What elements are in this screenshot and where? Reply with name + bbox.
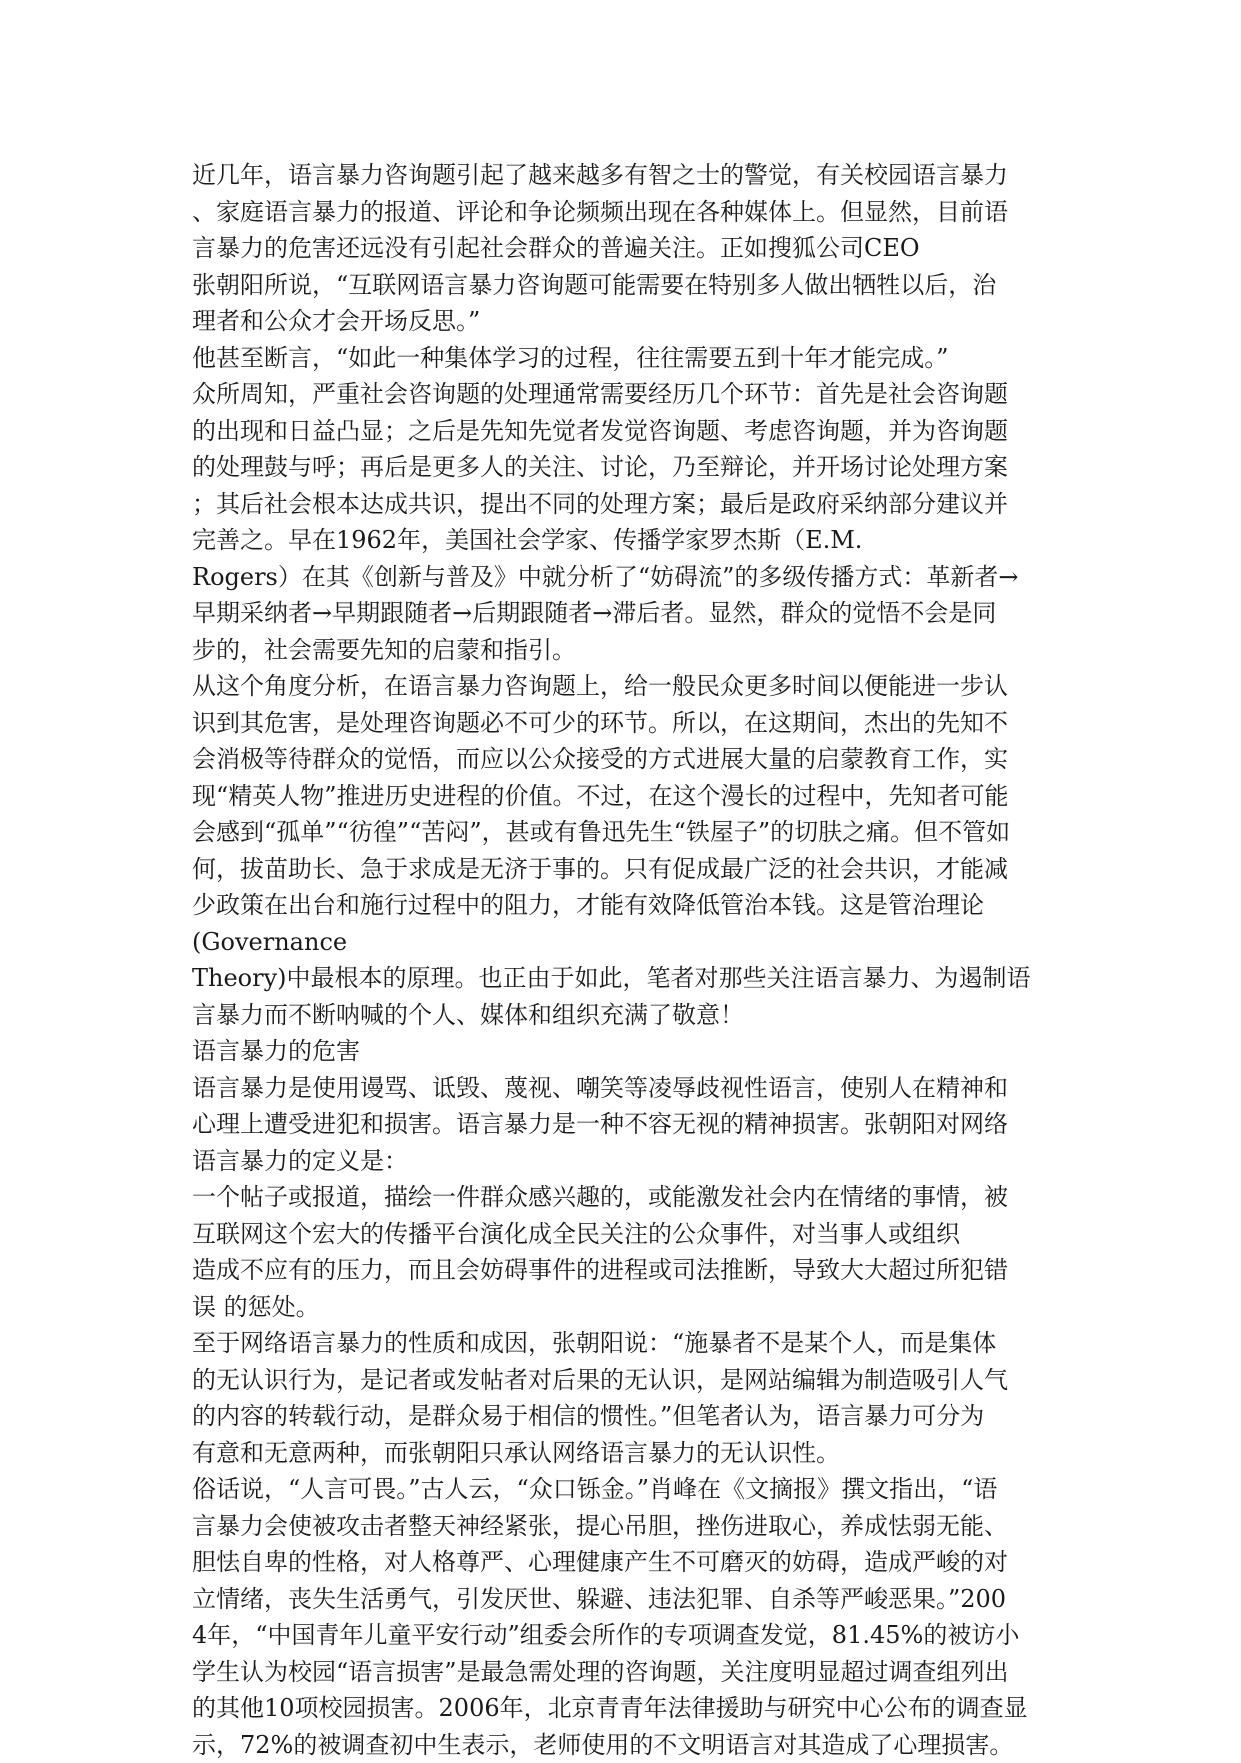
text-line: 他甚至断言，“如此一种集体学习的过程，往往需要五到十年才能完成。”	[192, 340, 1062, 377]
body-text	[192, 157, 1062, 1763]
text-line: 言暴力会使被攻击者整天神经紧张，提心吊胆，挫伤进取心，养成怯弱无能、	[192, 1508, 1062, 1545]
text-line: 的内容的转载行动，是群众易于相信的惯性。”但笔者认为，语言暴力可分为	[192, 1398, 1062, 1435]
text-line: 少政策在出台和施行过程中的阻力，才能有效降低管治本钱。这是管治理论	[192, 887, 1062, 924]
text-line: 至于网络语言暴力的性质和成因，张朝阳说：“施暴者不是某个人，而是集体	[192, 1325, 1062, 1362]
text-line: 立情绪，丧失生活勇气，引发厌世、躲避、违法犯罪、自杀等严峻恶果。”200	[192, 1581, 1062, 1618]
text-line: 胆怯自卑的性格，对人格尊严、心理健康产生不可磨灭的妨碍，造成严峻的对	[192, 1544, 1062, 1581]
text-line: 4年，“中国青年儿童平安行动”组委会所作的专项调查发觉，81.45%的被访小	[192, 1617, 1062, 1654]
text-line: 理者和公众才会开场反思。”	[192, 303, 1062, 340]
text-line: 、家庭语言暴力的报道、评论和争论频频出现在各种媒体上。但显然，目前语	[192, 194, 1062, 231]
text-line: 早期采纳者→早期跟随者→后期跟随者→滞后者。显然，群众的觉悟不会是同	[192, 595, 1062, 632]
text-line: 完善之。早在1962年，美国社会学家、传播学家罗杰斯（E.M.	[192, 522, 1062, 559]
text-line: 张朝阳所说，“互联网语言暴力咨询题可能需要在特别多人做出牺牲以后，治	[192, 267, 1062, 304]
text-line: 语言暴力是使用谩骂、诋毁、蔑视、嘲笑等凌辱歧视性语言，使别人在精神和	[192, 1070, 1062, 1107]
text-line: 造成不应有的压力，而且会妨碍事件的进程或司法推断，导致大大超过所犯错	[192, 1252, 1062, 1289]
text-line: 众所周知，严重社会咨询题的处理通常需要经历几个环节：首先是社会咨询题	[192, 376, 1062, 413]
text-line: 互联网这个宏大的传播平台演化成全民关注的公众事件，对当事人或组织	[192, 1216, 1062, 1253]
text-line: 的处理鼓与呼；再后是更多人的关注、讨论，乃至辩论，并开场讨论处理方案	[192, 449, 1062, 486]
text-line: 步的，社会需要先知的启蒙和指引。	[192, 632, 1062, 669]
text-line: 会感到“孤单”“彷徨”“苦闷”，甚或有鲁迅先生“铁屋子”的切肤之痛。但不管如	[192, 814, 1062, 851]
text-line: 的其他10项校园损害。2006年，北京青青年法律援助与研究中心公布的调查显	[192, 1690, 1062, 1727]
text-line: 会消极等待群众的觉悟，而应以公众接受的方式进展大量的启蒙教育工作，实	[192, 741, 1062, 778]
section-heading: 语言暴力的危害	[192, 1033, 1062, 1070]
text-line: ；其后社会根本达成共识，提出不同的处理方案；最后是政府采纳部分建议并	[192, 486, 1062, 523]
text-line: 言暴力而不断呐喊的个人、媒体和组织充满了敬意！	[192, 997, 1062, 1034]
text-line: 有意和无意两种，而张朝阳只承认网络语言暴力的无认识性。	[192, 1435, 1062, 1472]
text-line: 的出现和日益凸显；之后是先知先觉者发觉咨询题、考虑咨询题，并为咨询题	[192, 413, 1062, 450]
text-line: 心理上遭受进犯和损害。语言暴力是一种不容无视的精神损害。张朝阳对网络	[192, 1106, 1062, 1143]
text-line: 言暴力的危害还远没有引起社会群众的普遍关注。正如搜狐公司CEO	[192, 230, 1062, 267]
text-line: 何，拔苗助长、急于求成是无济于事的。只有促成最广泛的社会共识，才能减	[192, 851, 1062, 888]
text-line: 识到其危害，是处理咨询题必不可少的环节。所以，在这期间，杰出的先知不	[192, 705, 1062, 742]
text-line: Rogers）在其《创新与普及》中就分析了“妨碍流”的多级传播方式：革新者→	[192, 559, 1062, 596]
text-line: 示，72%的被调查初中生表示，老师使用的不文明语言对其造成了心理损害。	[192, 1727, 1062, 1763]
text-line: 语言暴力的定义是：	[192, 1143, 1062, 1180]
text-line: 的无认识行为，是记者或发帖者对后果的无认识，是网站编辑为制造吸引人气	[192, 1362, 1062, 1399]
text-line: 俗话说，“人言可畏。”古人云，“众口铄金。”肖峰在《文摘报》撰文指出，“语	[192, 1471, 1062, 1508]
text-line: Theory)中最根本的原理。也正由于如此，笔者对那些关注语言暴力、为遏制语	[192, 960, 1062, 997]
text-line: 一个帖子或报道，描绘一件群众感兴趣的，或能激发社会内在情绪的事情，被	[192, 1179, 1062, 1216]
text-line: 从这个角度分析，在语言暴力咨询题上，给一般民众更多时间以便能进一步认	[192, 668, 1062, 705]
text-line: 现“精英人物”推进历史进程的价值。不过，在这个漫长的过程中，先知者可能	[192, 778, 1062, 815]
text-line: 近几年，语言暴力咨询题引起了越来越多有智之士的警觉，有关校园语言暴力	[192, 157, 1062, 194]
text-line: 学生认为校园“语言损害”是最急需处理的咨询题，关注度明显超过调查组列出	[192, 1654, 1062, 1691]
text-line: 误 的惩处。	[192, 1289, 1062, 1326]
text-line: (Governance	[192, 924, 1062, 961]
